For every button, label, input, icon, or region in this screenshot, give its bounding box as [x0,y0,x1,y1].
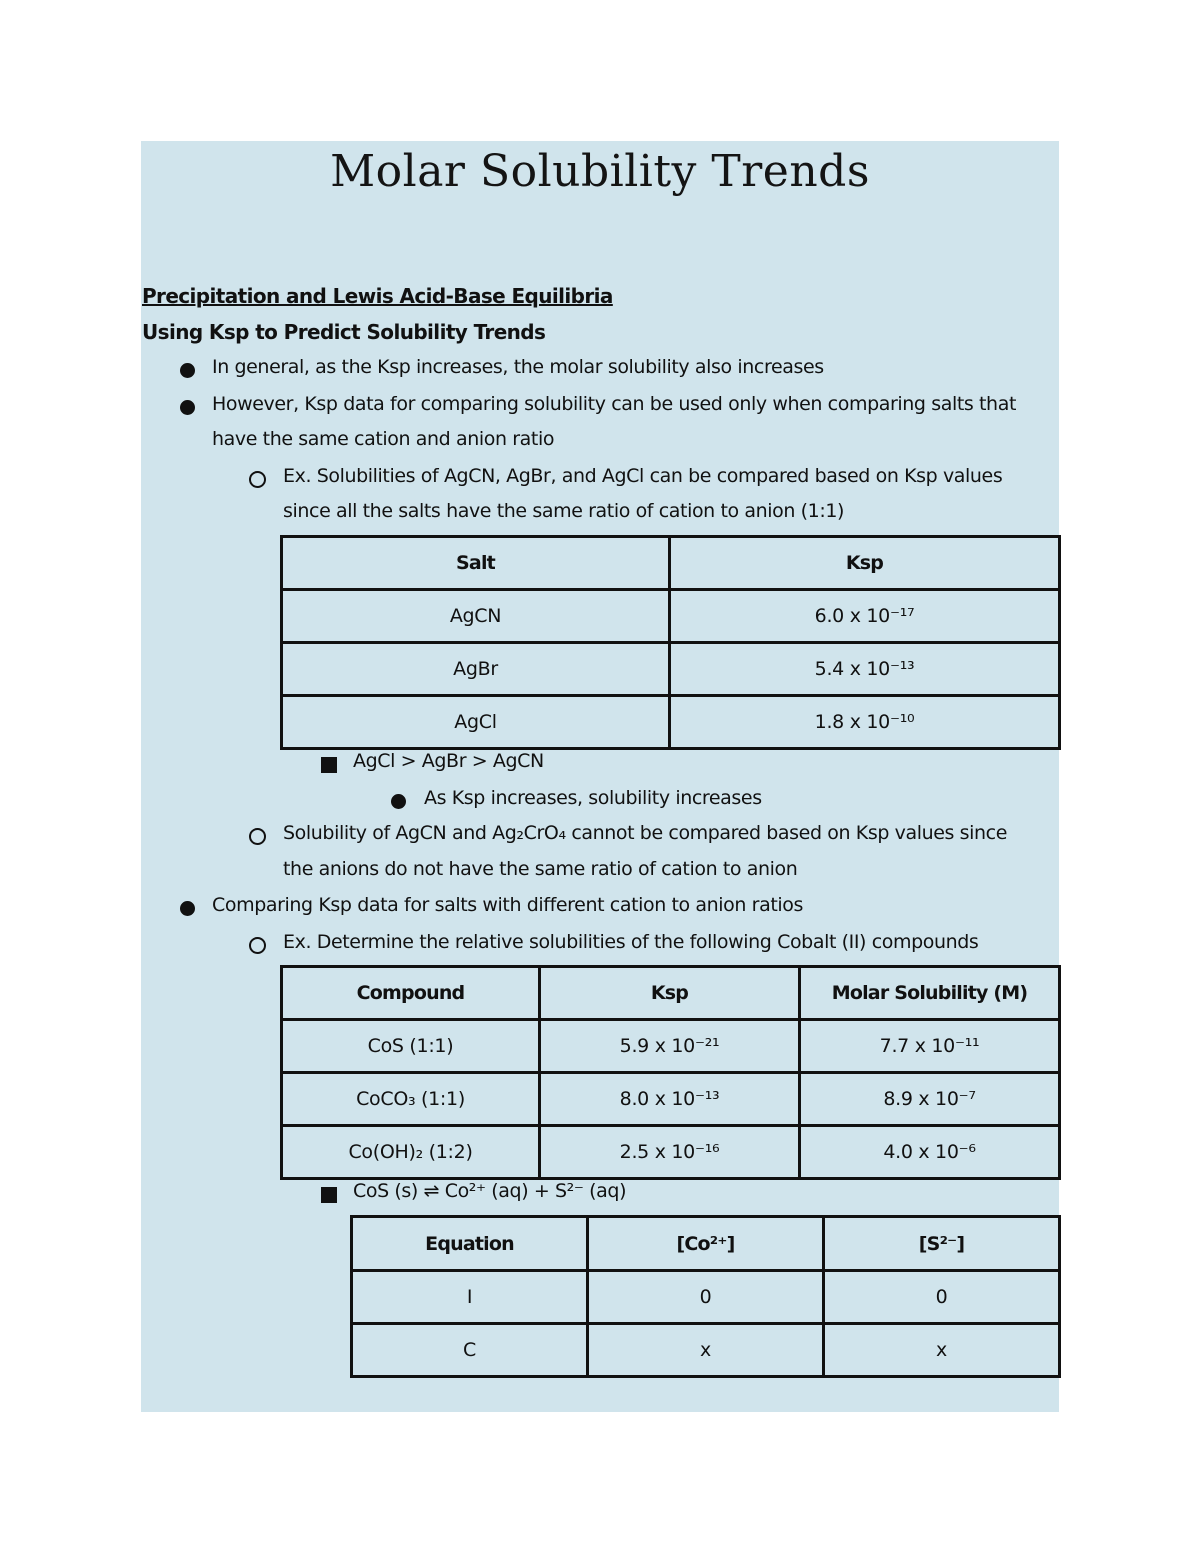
table-cell: I [352,1271,588,1324]
table-cell: 1.8 x 10⁻¹⁰ [670,696,1060,749]
table-header: Ksp [540,967,800,1020]
bullet-text: have the same cation and anion ratio [212,428,555,450]
bullet-text: Comparing Ksp data for salts with different cation to anion ratios [212,894,803,916]
table-cell: AgCl [282,696,670,749]
cobalt-compounds-table [280,965,1061,1180]
table-cell: 7.7 x 10⁻¹¹ [800,1020,1060,1073]
bullet-text: However, Ksp data for comparing solubility can be used only when comparing salts that [212,393,1016,415]
bullet-dot-icon [180,363,195,378]
table-cell: CoS (1:1) [282,1020,540,1073]
sub-bullet-text: the anions do not have the same ratio of cation to anion [283,858,798,880]
table-cell: 4.0 x 10⁻⁶ [800,1126,1060,1179]
table-cell: AgBr [282,643,670,696]
ice-table [350,1215,1061,1378]
bullet-text: In general, as the Ksp increases, the molar solubility also increases [212,356,824,378]
table-header: [S²⁻] [824,1217,1060,1271]
table-cell: 6.0 x 10⁻¹⁷ [670,590,1060,643]
table-cell: 5.9 x 10⁻²¹ [540,1020,800,1073]
table-header: Ksp [670,537,1060,590]
table-header: Molar Solubility (M) [800,967,1060,1020]
table-cell: x [824,1324,1060,1377]
silver-salts-table [280,535,1061,750]
table-cell: x [588,1324,824,1377]
sub-bullet-text: Solubility of AgCN and Ag₂CrO₄ cannot be compared based on Ksp values since [283,822,1008,844]
bullet-dot-icon [180,901,195,916]
bullet-square-icon [321,757,337,773]
table-cell: CoCO₃ (1:1) [282,1073,540,1126]
bullet-circle-icon [249,471,266,488]
sub-bullet-text: Ex. Determine the relative solubilities of the following Cobalt (II) compounds [283,931,979,953]
table-cell: 8.0 x 10⁻¹³ [540,1073,800,1126]
bullet-dot-icon [391,794,406,809]
bullet-square-icon [321,1187,337,1203]
sub-bullet-text: since all the salts have the same ratio of cation to anion (1:1) [283,500,845,522]
nested-bullet-text: As Ksp increases, solubility increases [424,787,762,809]
table-header: [Co²⁺] [588,1217,824,1271]
ordering-text: AgCl > AgBr > AgCN [353,750,544,772]
table-cell: 0 [588,1271,824,1324]
bullet-circle-icon [249,937,266,954]
section-heading: Precipitation and Lewis Acid-Base Equilibria [142,284,613,308]
table-cell: 5.4 x 10⁻¹³ [670,643,1060,696]
table-cell: C [352,1324,588,1377]
table-cell: Co(OH)₂ (1:2) [282,1126,540,1179]
table-cell: 2.5 x 10⁻¹⁶ [540,1126,800,1179]
table-cell: 0 [824,1271,1060,1324]
equilibrium-text: CoS (s) ⇌ Co²⁺ (aq) + S²⁻ (aq) [353,1180,627,1202]
bullet-circle-icon [249,828,266,845]
table-cell: AgCN [282,590,670,643]
table-cell: 8.9 x 10⁻⁷ [800,1073,1060,1126]
table-header: Salt [282,537,670,590]
sub-bullet-text: Ex. Solubilities of AgCN, AgBr, and AgCl can be compared based on Ksp values [283,465,1003,487]
table-header: Equation [352,1217,588,1271]
table-header: Compound [282,967,540,1020]
section-subheading: Using Ksp to Predict Solubility Trends [142,320,546,344]
bullet-dot-icon [180,400,195,415]
page-title: Molar Solubility Trends [330,146,870,197]
